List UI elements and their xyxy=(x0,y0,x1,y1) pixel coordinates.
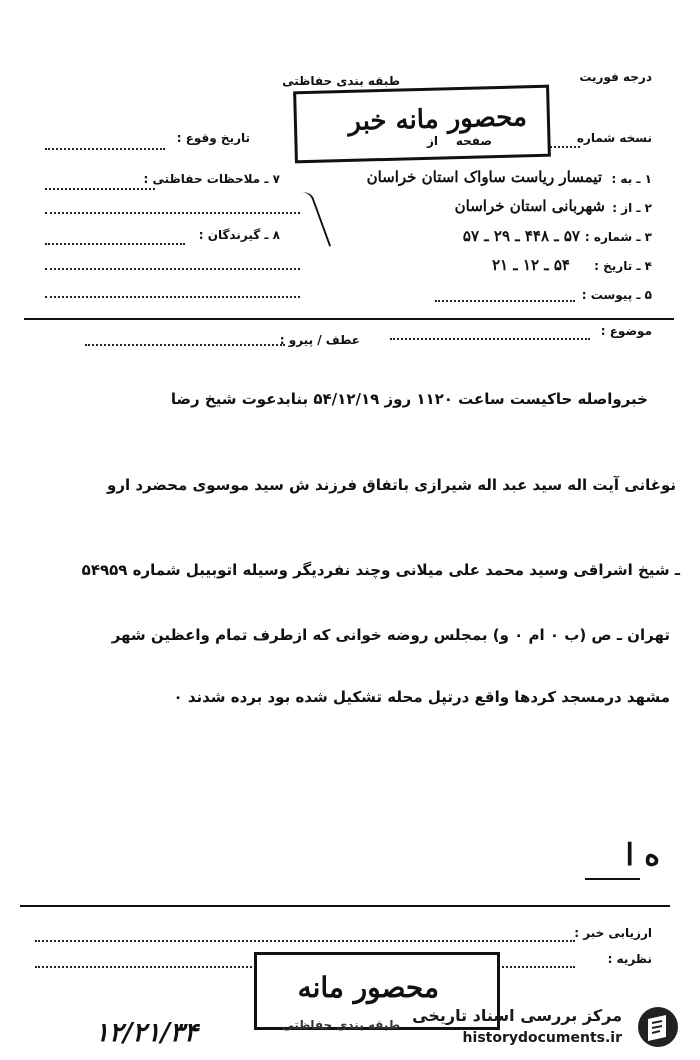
field-number-label: ۳ ـ شماره : xyxy=(584,230,652,244)
classification-stamp xyxy=(293,85,551,164)
footer-classification-label: طبقه بندی حفاظتی xyxy=(282,1018,400,1032)
handwritten-date: ۱۲/۲۱/۳۴ xyxy=(95,1018,198,1048)
field-from-label: ۲ ـ از : xyxy=(612,201,652,215)
field-date-label: ۴ ـ تاریخ : xyxy=(594,259,652,273)
field-number-value: ۵۷ ـ ۴۴۸ ـ ۲۹ ـ ۵۷ xyxy=(462,227,580,245)
field-from-value: شهربانی استان خراسان xyxy=(454,197,605,215)
footer-divider xyxy=(20,905,670,907)
field-date-value: ۵۴ ـ ۱۲ ـ ۲۱ xyxy=(491,256,570,274)
reference-dots xyxy=(85,344,285,346)
from-label: از xyxy=(426,134,438,148)
security-notes-dots xyxy=(45,188,155,190)
evaluation-dots xyxy=(35,940,575,942)
body-line-5: مشهد درمسجد کردها واقع درتپل محله تشکیل شده بود برده شدند ۰ xyxy=(173,688,670,706)
header-divider xyxy=(24,318,674,320)
signature-mark: ه ا xyxy=(625,838,660,873)
occurrence-date-dots xyxy=(45,148,165,150)
copy-number-dots xyxy=(550,146,580,148)
field-to-label: ۱ ـ به : xyxy=(611,172,652,186)
recipients-label: ۸ ـ گیرندگان : xyxy=(198,228,280,242)
security-notes-label: ۷ ـ ملاحظات حفاظتی : xyxy=(143,172,280,186)
stamp-text: محصور مانه خبر xyxy=(347,102,528,137)
urgency-label: درجه فوریت xyxy=(579,70,652,84)
field-attachment-label: ۵ ـ پیوست : xyxy=(581,288,652,302)
watermark-url: historydocuments.ir xyxy=(462,1030,622,1046)
field-to-value: تیمسار ریاست ساواک استان خراسان xyxy=(366,168,602,186)
attachment-dots xyxy=(435,300,575,302)
extra-dots xyxy=(45,296,300,298)
evaluation-label: ارزیابی خبر : xyxy=(574,926,652,940)
body-line-1: خبرواصله حاکیست ساعت ۱۱۲۰ روز ۵۴/۱۲/۱۹ بنابدعوت شیخ رضا xyxy=(170,390,648,408)
subject-dots xyxy=(390,338,590,340)
body-line-2: نوغانی آیت اله سید عبد اله شیرازی باتفاق فرزند ش سید موسوی محضرد ارو xyxy=(107,476,676,494)
signature-underline xyxy=(585,878,640,880)
field-date-dots xyxy=(45,268,300,270)
subject-label: موضوع : xyxy=(600,324,652,338)
opinion-label: نظریه : xyxy=(607,952,652,966)
reference-label: عطف / پیرو : xyxy=(279,333,360,347)
body-line-3: ـ شیخ اشراقی وسید محمد علی میلانی وچند نفردیگر وسیله اتوبیبل شماره ۵۴۹۵۹ xyxy=(81,561,680,579)
classification-label: طبقه بندی حفاظتی xyxy=(282,74,400,88)
body-line-4: تهران ـ ص (ب ۰ ام ۰ و) بمجلس روضه خوانی که ازطرف تمام واعظین شهر xyxy=(111,626,670,644)
occurrence-date-label: تاریخ وقوع : xyxy=(176,131,250,145)
handwritten-scribble xyxy=(277,190,331,259)
field-from-dots xyxy=(45,212,300,214)
page-label: صفحه xyxy=(455,134,492,148)
archive-logo-icon xyxy=(636,1005,680,1049)
recipients-dots xyxy=(45,243,185,245)
copy-number-label: نسخه شماره xyxy=(576,131,652,145)
watermark-title: مرکز بررسی اسناد تاریخی xyxy=(412,1006,622,1025)
footer-stamp-text: محصور مانه xyxy=(297,971,439,1004)
